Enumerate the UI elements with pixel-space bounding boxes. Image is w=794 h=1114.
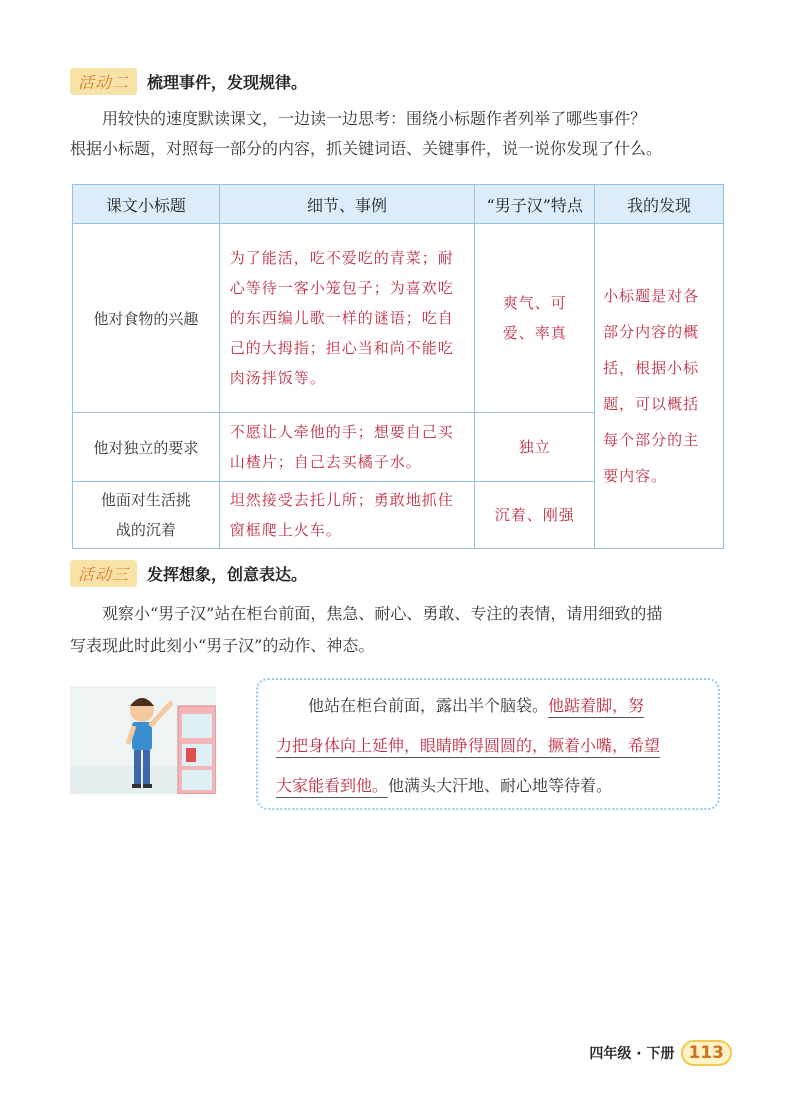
writing-box bbox=[256, 678, 720, 810]
intro3-line-2: 写表现此时此刻小“男子汉”的动作、神态。 bbox=[70, 636, 375, 655]
row1-trait: 爽气、可爱、率真 bbox=[475, 224, 595, 413]
writing-answer-part1: 他踮着脚，努 bbox=[548, 696, 645, 715]
activity3-instructions bbox=[70, 598, 740, 662]
activity2-title: 梳理事件，发现规律。 bbox=[147, 73, 308, 92]
header-trait: “男子汉”特点 bbox=[475, 185, 595, 224]
table-header-row bbox=[73, 185, 724, 224]
page-number: 113 bbox=[681, 1040, 733, 1066]
activity2-heading bbox=[70, 68, 307, 95]
row3-title: 他面对生活挑战的沉着 bbox=[73, 482, 220, 549]
summary-table bbox=[72, 184, 724, 549]
writing-line-2 bbox=[276, 726, 706, 766]
activity2-label: 活动二 bbox=[70, 68, 137, 95]
header-finding: 我的发现 bbox=[595, 185, 724, 224]
activity3-label: 活动三 bbox=[70, 560, 137, 587]
row2-title: 他对独立的要求 bbox=[73, 413, 220, 482]
finding-cell: 小标题是对各部分内容的概括，根据小标题，可以概括每个部分的主要内容。 bbox=[595, 224, 724, 549]
writing-answer-part2: 力把身体向上延伸，眼睛睁得圆圆的，撅着小嘴，希望 bbox=[276, 736, 661, 755]
writing-line-3 bbox=[276, 766, 706, 806]
row3-trait: 沉着、刚强 bbox=[475, 482, 595, 549]
writing-line-1 bbox=[276, 686, 706, 726]
row2-trait: 独立 bbox=[475, 413, 595, 482]
header-details: 细节、事例 bbox=[219, 185, 475, 224]
boy-at-counter-illustration bbox=[70, 686, 216, 794]
table-row bbox=[73, 224, 724, 413]
activity3-title: 发挥想象，创意表达。 bbox=[147, 565, 308, 584]
activity2-instructions bbox=[70, 104, 740, 164]
header-subtitle: 课文小标题 bbox=[73, 185, 220, 224]
page-footer bbox=[589, 1040, 732, 1066]
activity3-heading bbox=[70, 560, 307, 587]
row3-details: 坦然接受去托儿所；勇敢地抓住窗框爬上火车。 bbox=[219, 482, 475, 549]
writing-start: 他站在柜台前面，露出半个脑袋。 bbox=[308, 696, 549, 715]
writing-end: 他满头大汗地、耐心地等待着。 bbox=[388, 776, 613, 795]
boy-illustration-icon bbox=[70, 686, 216, 794]
row1-details: 为了能活，吃不爱吃的青菜；耐心等待一客小笼包子；为喜欢吃的东西编儿歌一样的谜语；吃自己的大拇指；担心当和尚不能吃肉汤拌饭等。 bbox=[219, 224, 475, 413]
intro-line-2: 根据小标题，对照每一部分的内容，抓关键词语、关键事件，说一说你发现了什么。 bbox=[70, 139, 663, 158]
row1-title: 他对食物的兴趣 bbox=[73, 224, 220, 413]
writing-answer-part3: 大家能看到他。 bbox=[276, 776, 389, 795]
intro-line-1: 用较快的速度默读课文，一边读一边思考：围绕小标题作者列举了哪些事件？ bbox=[102, 109, 647, 128]
grade-label: 四年级 · 下册 bbox=[589, 1046, 675, 1062]
row2-details: 不愿让人牵他的手；想要自己买山楂片；自己去买橘子水。 bbox=[219, 413, 475, 482]
intro3-line-1: 观察小“男子汉”站在柜台前面，焦急、耐心、勇敢、专注的表情，请用细致的描 bbox=[102, 604, 663, 623]
